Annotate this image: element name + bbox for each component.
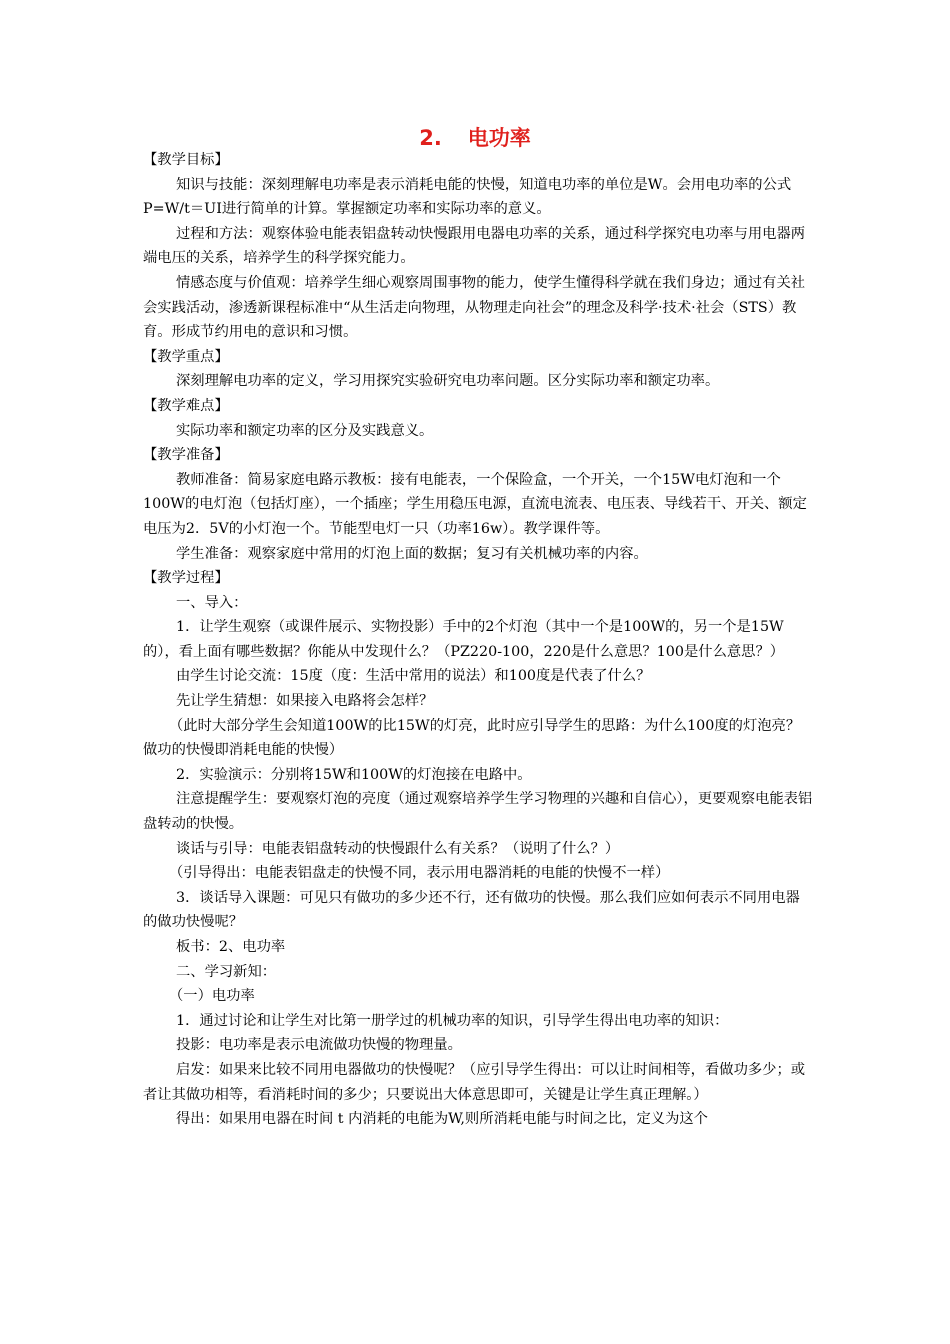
paragraph: 1．让学生观察（或课件展示、实物投影）手中的2个灯泡（其中一个是100W的，另一个是15W的），看上面有哪些数据？你能从中发现什么？（PZ220-100，220是什么意思？100是什么意思？）	[143, 619, 785, 660]
paragraph: 实际功率和额定功率的区分及实践意义。	[176, 422, 434, 439]
paragraph: 启发：如果来比较不同用电器做功的快慢呢？（应引导学生得出：可以让时间相等，看做功多少；或者让其做功相等，看消耗时间的多少；只要说出大体意思即可，关键是让学生真正理解。）	[143, 1061, 806, 1103]
section-heading: 【教学过程】	[143, 570, 229, 587]
paragraph: 由学生讨论交流：15度（度：生活中常用的说法）和100度是代表了什么？	[176, 668, 651, 685]
paragraph: 3．谈话导入课题：可见只有做功的多少还不行，还有做功的快慢。那么我们应如何表示不同用电器的做功快慢呢？	[143, 889, 800, 931]
paragraph: 板书：2、电功率	[176, 939, 286, 955]
paragraph: 深刻理解电功率的定义，学习用探究实验研究电功率问题。区分实际功率和额定功率。	[176, 373, 720, 390]
section-heading: 【教学重点】	[143, 348, 229, 365]
title-number: 2.	[419, 126, 442, 150]
document-body	[143, 148, 813, 1132]
paragraph: （引导得出：电能表铝盘走的快慢不同，表示用电器消耗的电能的快慢不一样）	[169, 865, 670, 882]
paragraph: 2．实验演示：分别将15W和100W的灯泡接在电路中。	[176, 766, 532, 783]
paragraph: （此时大部分学生会知道100W的比15W的灯亮，此时应引导学生的思路：为什么100度的灯泡亮？做功的快慢即消耗电能的快慢）	[143, 717, 801, 759]
paragraph: 二、学习新知：	[176, 963, 277, 980]
paragraph: 1．通过讨论和让学生对比第一册学过的机械功率的知识，引导学生得出电功率的知识：	[176, 1012, 729, 1029]
section-heading: 【教学目标】	[143, 152, 229, 168]
paragraph: 过程和方法：观察体验电能表铝盘转动快慢跟用电器电功率的关系，通过科学探究电功率与用电器两端电压的关系，培养学生的科学探究能力。	[143, 225, 806, 267]
section-heading: 【教学准备】	[143, 447, 229, 464]
paragraph: 知识与技能：深刻理解电功率是表示消耗电能的快慢，知道电功率的单位是W。会用电功率的公式P=W/t＝UI进行简单的计算。掌握额定功率和实际功率的意义。	[143, 176, 792, 218]
paragraph: 注意提醒学生：要观察灯泡的亮度（通过观察培养学生学习物理的兴趣和自信心），更要观察电能表铝盘转动的快慢。	[143, 791, 813, 833]
paragraph: 情感态度与价值观：培养学生细心观察周围事物的能力，使学生懂得科学就在我们身边；通过有关社会实践活动，渗透新课程标准中“从生活走向物理，从物理走向社会”的理念及科学·技术·社会（STS）教育。形成节约用电的意识和习惯。	[143, 274, 806, 341]
title-text: 电功率	[467, 126, 531, 150]
paragraph: 先让学生猜想：如果接入电路将会怎样？	[176, 693, 434, 710]
section-heading: 【教学难点】	[143, 397, 229, 414]
paragraph: 谈话与引导：电能表铝盘转动的快慢跟什么有关系？（说明了什么？）	[176, 840, 620, 857]
paragraph: （一）电功率	[169, 988, 255, 1005]
paragraph: 教师准备：简易家庭电路示教板：接有电能表，一个保险盒，一个开关，一个15W电灯泡和一个100W的电灯泡（包括灯座），一个插座；学生用稳压电源，直流电流表、电压表、导线若干、开关、额定电压为2．5V的小灯泡一个。节能型电灯一只（功率16w）。教学课件等。	[143, 471, 807, 537]
paragraph: 投影：电功率是表示电流做功快慢的物理量。	[176, 1037, 462, 1054]
paragraph: 得出：如果用电器在时间 t 内消耗的电能为W,则所消耗电能与时间之比，定义为这个	[176, 1111, 708, 1128]
paragraph: 一、导入：	[176, 594, 248, 611]
paragraph: 学生准备：观察家庭中常用的灯泡上面的数据；复习有关机械功率的内容。	[176, 545, 648, 562]
